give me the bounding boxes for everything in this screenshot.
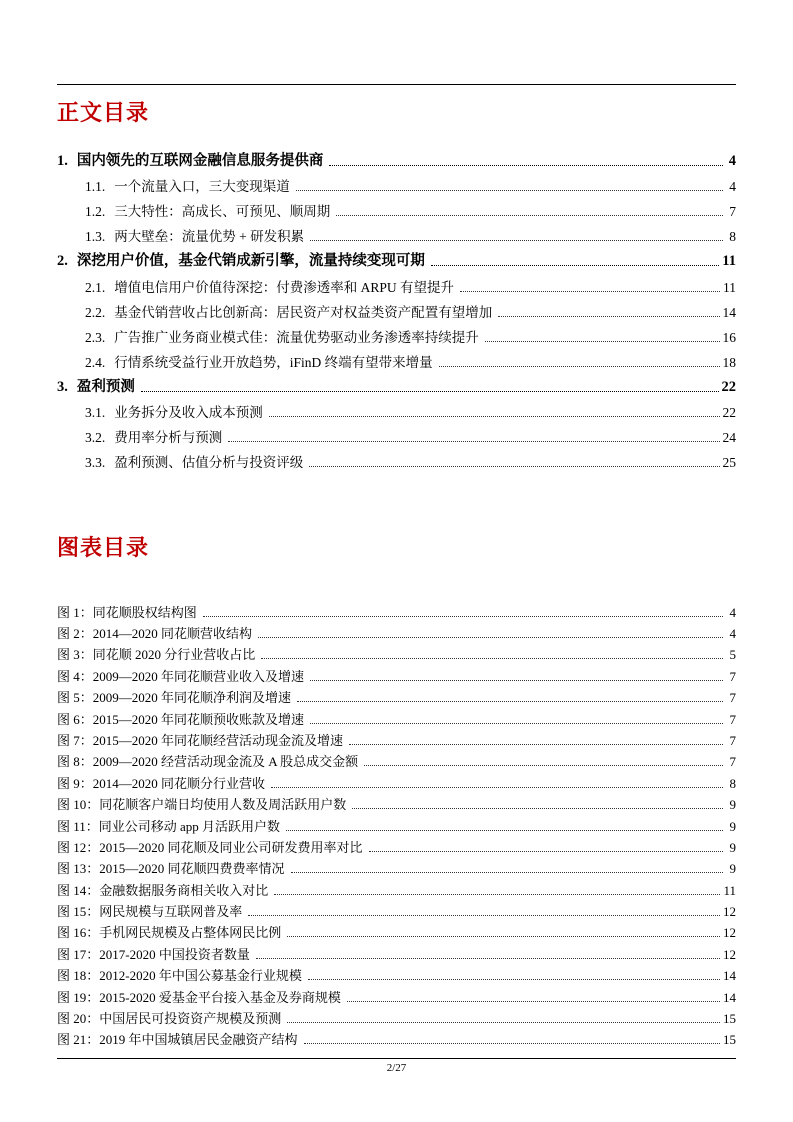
- toc-entry-label: 两大壁垒：流量优势 + 研发积累: [114, 229, 305, 245]
- figure-entry[interactable]: [57, 835, 736, 856]
- figure-entry[interactable]: [57, 770, 736, 791]
- page-content: [57, 0, 736, 1048]
- dot-leader: [271, 787, 723, 788]
- dot-leader: [296, 190, 723, 191]
- toc-entry-number: 3.1.: [85, 405, 106, 421]
- dot-leader: [485, 341, 720, 342]
- dot-leader: [460, 291, 720, 292]
- dot-leader: [248, 915, 720, 916]
- figure-entry-page: 12: [723, 925, 736, 941]
- figure-entry-page: 11: [723, 882, 736, 898]
- toc-entry-page: 8: [729, 229, 736, 245]
- toc-entry-label: 行情系统受益行业开放趋势，iFinD 终端有望带来增量: [114, 354, 433, 370]
- toc-entry-page: 22: [722, 405, 736, 421]
- dot-leader: [297, 701, 723, 702]
- dot-leader: [274, 894, 720, 895]
- figure-entry[interactable]: [57, 963, 736, 984]
- toc-entry-label: 盈利预测、估值分析与投资评级: [114, 455, 304, 471]
- toc-entry-page: 16: [722, 329, 736, 345]
- figure-entry-label: 图 9：2014—2020 同花顺分行业营收: [57, 775, 266, 791]
- main-toc-title: 正文目录: [57, 100, 150, 125]
- figure-entry[interactable]: [57, 1027, 736, 1048]
- dot-leader: [258, 637, 723, 638]
- figure-entry[interactable]: [57, 899, 736, 920]
- figure-entry-label: 图 8：2009—2020 经营活动现金流及 A 股总成交金额: [57, 754, 359, 770]
- dot-leader: [269, 416, 720, 417]
- dot-leader: [203, 616, 723, 617]
- toc-entry[interactable]: [57, 396, 736, 421]
- figure-entry-label: 图 15：网民规模与互联网普及率: [57, 904, 243, 920]
- figure-entry-label: 图 1：同花顺股权结构图: [57, 604, 197, 620]
- figure-entry-page: 9: [729, 839, 736, 855]
- toc-entry[interactable]: [57, 321, 736, 346]
- top-rule: [57, 84, 736, 85]
- figures-toc-title: 图表目录: [57, 535, 150, 561]
- dot-leader: [349, 744, 723, 745]
- figure-entry[interactable]: [57, 706, 736, 727]
- figure-entry-page: 14: [723, 989, 736, 1005]
- figure-entry-label: 图 7：2015—2020 年同花顺经营活动现金流及增速: [57, 732, 344, 748]
- dot-leader: [431, 265, 719, 266]
- toc-entry[interactable]: [57, 346, 736, 371]
- figure-entry-label: 图 6：2015—2020 年同花顺预收账款及增速: [57, 711, 305, 727]
- figure-entry[interactable]: [57, 728, 736, 749]
- toc-entry[interactable]: [57, 296, 736, 321]
- dot-leader: [336, 215, 723, 216]
- bottom-rule: [57, 1058, 736, 1059]
- toc-entry[interactable]: [57, 421, 736, 446]
- figure-entry-label: 图 20：中国居民可投资资产规模及预测: [57, 1011, 282, 1027]
- figure-entry-label: 图 16：手机网民规模及占整体网民比例: [57, 925, 282, 941]
- dot-leader: [228, 441, 719, 442]
- figure-entry[interactable]: [57, 813, 736, 834]
- figure-entry-page: 12: [723, 904, 736, 920]
- figure-entry[interactable]: [57, 685, 736, 706]
- toc-entry-number: 2.: [57, 253, 68, 270]
- figure-entry-label: 图 19：2015-2020 爱基金平台接入基金及券商规模: [57, 989, 341, 1005]
- toc-entry[interactable]: [57, 220, 736, 245]
- toc-entry-page: 24: [722, 430, 736, 446]
- toc-entry[interactable]: [57, 446, 736, 471]
- figure-entry-label: 图 2：2014—2020 同花顺营收结构: [57, 626, 253, 641]
- dot-leader: [329, 165, 723, 166]
- figure-entry[interactable]: [57, 749, 736, 770]
- dot-leader: [291, 872, 723, 873]
- dot-leader: [256, 958, 720, 959]
- figures-toc: [57, 599, 736, 1048]
- figure-entry[interactable]: [57, 599, 736, 620]
- figure-entry-label: 图 5：2009—2020 年同花顺净利润及增速: [57, 690, 292, 706]
- dot-leader: [287, 936, 720, 937]
- figure-entry-page: 7: [729, 711, 736, 727]
- toc-entry-number: 2.2.: [85, 304, 106, 320]
- dot-leader: [310, 240, 723, 241]
- toc-entry-page: 4: [728, 153, 736, 170]
- toc-entry-label: 基金代销营收占比创新高：居民资产对权益类资产配置有望增加: [114, 304, 493, 320]
- toc-entry[interactable]: [57, 245, 736, 270]
- toc-entry-page: 4: [729, 179, 736, 195]
- toc-entry-label: 业务拆分及收入成本预测: [114, 405, 263, 421]
- toc-entry-page: 25: [722, 455, 736, 471]
- toc-entry[interactable]: [57, 371, 736, 396]
- toc-entry-number: 2.3.: [85, 329, 106, 345]
- dot-leader: [304, 1043, 720, 1044]
- toc-entry-number: 2.4.: [85, 354, 106, 370]
- figure-entry[interactable]: [57, 792, 736, 813]
- dot-leader: [347, 1001, 720, 1002]
- page-number: 2/27: [386, 1062, 407, 1074]
- toc-entry-number: 3.: [57, 378, 68, 395]
- figure-entry[interactable]: [57, 941, 736, 962]
- toc-entry-page: 11: [722, 253, 736, 270]
- toc-entry-label: 广告推广业务商业模式佳：流量优势驱动业务渗透率持续提升: [114, 329, 479, 345]
- figure-entry-page: 15: [723, 1032, 736, 1048]
- toc-entry-number: 2.1.: [85, 279, 106, 295]
- figure-entry-page: 8: [729, 775, 736, 791]
- dot-leader: [287, 1022, 720, 1023]
- figure-entry-page: 7: [729, 668, 736, 684]
- figure-entry-page: 5: [729, 647, 736, 663]
- toc-entry-label: 费用率分析与预测: [114, 430, 223, 446]
- figure-entry-page: 4: [729, 626, 736, 641]
- figure-entry[interactable]: [57, 642, 736, 663]
- toc-entry[interactable]: [57, 195, 736, 220]
- figure-entry[interactable]: [57, 1006, 736, 1027]
- dot-leader: [364, 765, 723, 766]
- figure-entry-label: 图 18：2012-2020 年中国公募基金行业规模: [57, 968, 302, 984]
- figure-entry-page: 4: [729, 604, 736, 620]
- dot-leader: [141, 391, 719, 392]
- toc-entry-label: 盈利预测: [76, 378, 135, 395]
- figure-entry-page: 9: [729, 861, 736, 877]
- toc-entry-number: 3.3.: [85, 455, 106, 471]
- toc-entry-page: 22: [721, 378, 736, 395]
- figure-entry-page: 15: [723, 1011, 736, 1027]
- toc-entry[interactable]: [57, 270, 736, 295]
- figure-entry[interactable]: [57, 920, 736, 941]
- figure-entry-page: 9: [729, 797, 736, 813]
- figure-entry-label: 图 17：2017-2020 中国投资者数量: [57, 946, 250, 962]
- figure-entry-page: 14: [723, 968, 736, 984]
- figure-entry-label: 图 21：2019 年中国城镇居民金融资产结构: [57, 1032, 298, 1048]
- toc-entry-page: 7: [729, 204, 736, 220]
- dot-leader: [498, 316, 719, 317]
- toc-entry-page: 11: [723, 279, 736, 295]
- dot-leader: [369, 851, 723, 852]
- figure-entry-label: 图 14：金融数据服务商相关收入对比: [57, 882, 269, 898]
- figure-entry[interactable]: [57, 663, 736, 684]
- toc-entry-number: 1.2.: [85, 204, 106, 220]
- toc-entry-label: 三大特性：高成长、可预见、顺周期: [114, 204, 331, 220]
- toc-entry-label: 深挖用户价值，基金代销成新引擎，流量持续变现可期: [76, 253, 425, 270]
- figure-entry-label: 图 4：2009—2020 年同花顺营业收入及增速: [57, 668, 305, 684]
- figure-entry-page: 7: [729, 690, 736, 706]
- figure-entry-label: 图 3：同花顺 2020 分行业营收占比: [57, 647, 256, 663]
- dot-leader: [261, 658, 723, 659]
- toc-entry-page: 18: [722, 354, 736, 370]
- dot-leader: [352, 808, 723, 809]
- figure-entry-page: 12: [723, 946, 736, 962]
- figure-entry-page: 7: [729, 754, 736, 770]
- toc-entry-label: 一个流量入口，三大变现渠道: [114, 179, 290, 195]
- figure-entry-page: 7: [729, 732, 736, 748]
- toc-entry-number: 1.3.: [85, 229, 106, 245]
- dot-leader: [309, 466, 719, 467]
- figure-entry[interactable]: [57, 856, 736, 877]
- toc-entry-number: 1.: [57, 153, 68, 170]
- figure-entry-label: 图 10：同花顺客户端日均使用人数及周活跃用户数: [57, 797, 347, 813]
- toc-entry[interactable]: [57, 170, 736, 195]
- figure-entry-page: 9: [729, 818, 736, 834]
- toc-entry-number: 1.1.: [85, 179, 106, 195]
- figure-entry-label: 图 11：同业公司移动 app 月活跃用户数: [57, 818, 281, 834]
- figure-entry[interactable]: [57, 984, 736, 1005]
- toc-entry-label: 增值电信用户价值待深挖：付费渗透率和 ARPU 有望提升: [114, 279, 455, 295]
- toc-entry-label: 国内领先的互联网金融信息服务提供商: [76, 153, 324, 170]
- dot-leader: [310, 723, 723, 724]
- dot-leader: [439, 366, 720, 367]
- toc-entry-page: 14: [722, 304, 736, 320]
- main-toc: [57, 145, 736, 471]
- dot-leader: [286, 830, 723, 831]
- figure-entry[interactable]: [57, 621, 736, 642]
- figure-entry-label: 图 12：2015—2020 同花顺及同业公司研发费用率对比: [57, 839, 363, 855]
- dot-leader: [308, 979, 720, 980]
- toc-entry-number: 3.2.: [85, 430, 106, 446]
- figure-entry[interactable]: [57, 877, 736, 898]
- dot-leader: [310, 680, 723, 681]
- figure-entry-label: 图 13：2015—2020 同花顺四费费率情况: [57, 861, 285, 877]
- toc-entry[interactable]: [57, 145, 736, 170]
